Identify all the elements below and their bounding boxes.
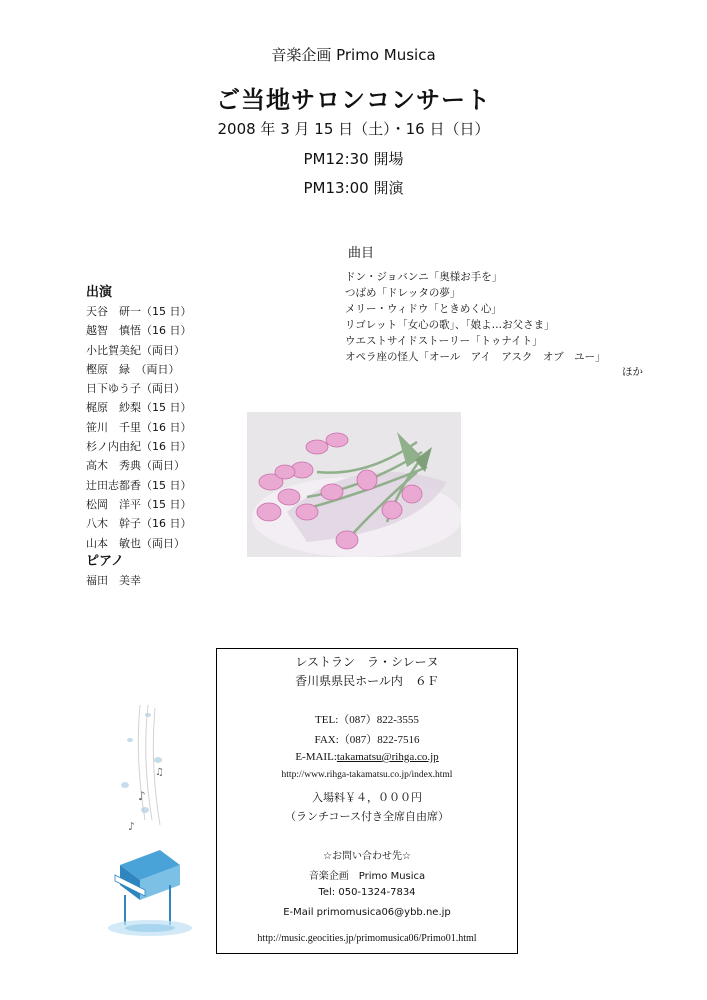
performer-item: 笹川 千里（16 日） bbox=[86, 420, 192, 434]
svg-text:♫: ♫ bbox=[155, 767, 164, 778]
piano-notes-illustration bbox=[100, 700, 200, 950]
performer-item: 松岡 洋平（15 日） bbox=[86, 497, 192, 511]
performer-item: 梶原 紗梨（15 日） bbox=[86, 401, 192, 415]
contact-url-link[interactable]: http://music.geocities.jp/primomusica06/Primo01.html bbox=[257, 933, 477, 944]
program-item: リゴレット「女心の歌」、「娘よ…お父さま」 bbox=[345, 319, 555, 331]
performer-item: 天谷 研一（15 日） bbox=[86, 305, 192, 318]
concert-date: 2008 年 3 月 15 日（土）・16 日（日） bbox=[217, 120, 490, 138]
program-item: メリー・ウィドウ「ときめく心」 bbox=[345, 303, 502, 315]
pianist-name: 福田 美幸 bbox=[86, 573, 141, 587]
venue-address: 香川県県民ホール内 ６Ｆ bbox=[295, 674, 439, 688]
performers-list bbox=[86, 284, 236, 590]
venue-info-box bbox=[216, 648, 518, 954]
program-item: ドン・ジョバンニ「奥様お手を」 bbox=[345, 271, 503, 283]
organizer-name: 音楽企画 Primo Musica bbox=[271, 46, 436, 64]
venue-url-link[interactable]: http://www.rihga-takamatsu.co.jp/index.html bbox=[281, 770, 453, 780]
venue-email-line bbox=[217, 751, 517, 763]
page-title: ご当地サロンコンサート bbox=[216, 86, 491, 114]
doors-open-time: PM12:30 開場 bbox=[303, 150, 404, 168]
venue-fax: FAX:（087）822-7516 bbox=[314, 734, 420, 746]
venue-email-link[interactable]: takamatsu@rihga.co.jp bbox=[336, 751, 439, 763]
performer-item: 山本 敏也（両日） bbox=[86, 536, 185, 550]
performers-heading: 出演 bbox=[86, 285, 113, 300]
performer-item: 樫原 緑 （両日） bbox=[86, 362, 180, 376]
contact-tel: Tel: 050-1324-7834 bbox=[318, 887, 416, 898]
tulip-bouquet-photo bbox=[247, 412, 461, 557]
performer-item: 杉ノ内由紀（16 日） bbox=[86, 440, 192, 454]
performer-item: 日下ゆう子（両日） bbox=[86, 382, 185, 396]
performer-item: 小比賀美紀（両日） bbox=[86, 343, 185, 357]
start-time: PM13:00 開演 bbox=[303, 179, 404, 197]
performer-item: 高木 秀典（両日） bbox=[86, 459, 185, 473]
performer-item: 辻田志都香（15 日） bbox=[86, 478, 192, 492]
contact-email: E-Mail primomusica06@ybb.ne.jp bbox=[283, 907, 451, 918]
program-list bbox=[345, 269, 645, 365]
admission-note: （ランチコース付き全席自由席） bbox=[284, 810, 449, 823]
contact-organizer: 音楽企画 Primo Musica bbox=[308, 871, 426, 882]
performer-item: 八木 幹子（16 日） bbox=[86, 517, 192, 531]
program-item: ウエストサイドストーリー「トゥナイト」 bbox=[345, 335, 543, 347]
program-item: つばめ「ドレッタの夢」 bbox=[345, 287, 461, 299]
performer-item: 越智 慎悟（16 日） bbox=[86, 324, 192, 338]
venue-name: レストラン ラ・シレーヌ bbox=[295, 655, 439, 669]
program-etc: ほか bbox=[622, 366, 643, 378]
program-heading: 曲目 bbox=[348, 246, 375, 261]
svg-text:♪: ♪ bbox=[128, 820, 136, 833]
admission-price: 入場料￥４，０００円 bbox=[312, 791, 422, 804]
venue-email-label: E-MAIL: bbox=[295, 751, 337, 763]
contact-heading: ☆お問い合わせ先☆ bbox=[323, 851, 411, 862]
program-item: オペラ座の怪人「オール アイ アスク オブ ユー」 bbox=[345, 351, 606, 363]
venue-tel: TEL:（087）822-3555 bbox=[315, 714, 419, 726]
piano-heading: ピアノ bbox=[86, 553, 124, 569]
svg-text:♪: ♪ bbox=[138, 789, 146, 803]
